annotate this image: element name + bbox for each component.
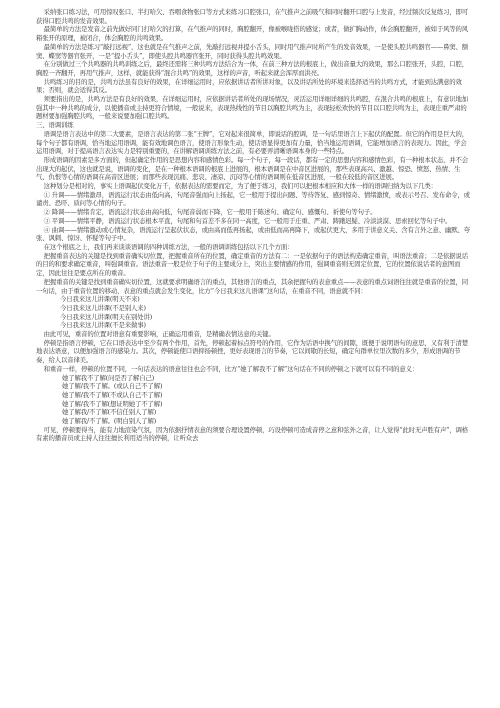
body-paragraph: 共鸣练习的目的是，共鸣方法虽有良好的效果，在详细运用时，应依据讲话者所讲对象，以及讲话所处的环境来选择适当的共鸣方式，才能到达满意的效果；否则，就会适得其反。 bbox=[36, 77, 462, 95]
body-paragraph: 形成语调的因素是多方面的，但起确定作用的是思想内容和感情色彩。每一个句子，每一段话，都有一定的思想内容和感情色彩，有一种根本状态，并不会出现大的起伏，这也就是说，语调的变化，是在一种根本语调的根底上进展的，根本语调是在中音区进展的，那些表现高兴、激越、惊恐、愤怒、热情、生气、仇恨等心情的语调在高音区进展；而那些表现沉痛、悲哀、凄凉、沉闷等心情的语调则在低音区进展，一般在较低的音区进展。 bbox=[36, 155, 469, 182]
example-line: 她了解/我不了解(想证明她了不了解) bbox=[62, 399, 163, 408]
body-paragraph: 把握重音的关键是找到重音确实切位置，这就要求明确语言的重点，其他语言的重点，其余把握句的表意重点——表意的重点词语往往就是重音的位置，同一句话，由于重音位置的移动，表意的重点就会发生变化，比方“今日我来这儿语课”这句话，在重音不同，语意就不同： bbox=[36, 277, 469, 295]
body-paragraph: 在分别做过三个共鸣器的共鸣训练之后，最终还需将三种共鸣方法结合为一体，在前三种方法的根底上，做出音量大的效果，那么口腔张开，头腔，口腔，胸腔一齐翻开，再用气推声，这样，就能获得“混合共鸣”的效果，这样的声音，听起来就会浑厚而洪亮。 bbox=[36, 60, 469, 77]
body-paragraph: 采纳张口练习法，可用惊叹张口、半打哈欠、吞咽食物张口等方式来练习口腔张口，在气推声之前吸气和同时翻开口腔与上发音，经过频次反复练习，即可获得口腔共鸣的发音效果。 bbox=[36, 8, 469, 25]
body-paragraph: 由此可见，重音的位置对语意有重要影响，正确运用重音，是精确表情达意的关键。 bbox=[43, 330, 275, 339]
body-paragraph: 最简单的方法是练习“敲打远视”，这也就是在气推声之前，先敲打远视并提小舌头，同时用气推声时所产生的发音效果，一是使头腔共鸣器官——鼻窦、额窦、蝶窦等器官张开，一是“提小舌头”，即使头腔共鸣器官张开，同时获得头腔共鸣效果。 bbox=[36, 42, 469, 60]
body-paragraph: 停顿是指语言停顿，它在口语表达中至少有两个作用，首先，停顿起着标点符号的作用，它作为话语中换气的间隙，既便于说明语句的意思，又有利于清楚地表达语意，以便加强语言的感染力。其次，停顿能使口语抑扬顿挫，更好表现语言的节奏，它以间歇的长短，确定句群单位里次数的多少，形成语调的节奏，给人以音律美。 bbox=[36, 338, 469, 365]
example-line: 她了解我/不了解。(明白别人了解) bbox=[62, 417, 157, 426]
body-paragraph: 把握重音表达的关键是找到重音确实切位置，把握重音所在的位置，确定重音的方法有二：一是依据句子的语法构造确定重音，叫语法重音；二是依据说话的目的和要求确定重音，叫强调重音。语法重音一般是位于句子的主要成分上，突出主要情感的作用，强调重音则无固定位置，它的位置依说话者的意图而定，因此往往是要点所在的重音。 bbox=[36, 251, 469, 278]
section-heading: 三、语调训练 bbox=[36, 121, 74, 130]
example-line: 今日我来这儿讲课(明天不来) bbox=[60, 295, 140, 304]
example-line: 今日我来这儿讲课(不是别人来) bbox=[60, 303, 146, 312]
body-paragraph: ③ 平调——情绪平静，语流运行状态根本平直，句尾和句首差不多在同一高度，它一般用于庄重、严肃、踌躇迟疑、冷淡淡漠、思索回忆等句子中。 bbox=[43, 216, 452, 225]
example-line: 她了解我/不了解(不信任别人了解) bbox=[62, 408, 157, 417]
body-paragraph: 须要指出的是，共鸣方法是有良好的效果，在详细运用时，应依据讲话者所处的现场情况，灵活运用详细详细的共鸣腔，在混合共鸣的根底上，有意识地加强其中一种共鸣的成分，以使播音或主持更符合情境，一般说来，表现热线性的节目以胸腔共鸣为主，表现轻松欢快的节目以口腔共鸣为主，表现庄重严肃的题材要加强胸腔共鸣，一般来说要加强口腔共鸣。 bbox=[36, 95, 469, 121]
example-line: 她了解/我不了解(不或认自己不了解) bbox=[62, 390, 163, 399]
body-paragraph: ④ 曲调——情绪激动或心情复杂，语流运行呈起伏状态，或由高而低再扬起，或由低而高再降下，或起伏更大，多用于讲意义关、含有言外之意、幽默、夸张、讽刺、惊讶、怀疑等句子中。 bbox=[36, 225, 470, 243]
example-line: 她了解我不了解(问是否了解自己) bbox=[62, 373, 155, 382]
example-line: 今日我来这儿讲课(不是来做事) bbox=[60, 321, 146, 330]
example-line: 今日我来这儿讲课(明天在别处讲) bbox=[60, 312, 153, 321]
body-paragraph: 可见，停顿要得当，能有力地渲染气氛，因为依据抒情表意的须要合理设置停顿，巧设停顿可造成音停之意和弦外之音，让人觉得“此时无声胜有声”，调格有素的播音员或主持人往往擅长利用适当的停顿，让听众去 bbox=[36, 425, 469, 443]
body-paragraph: 语调是语言表达中的第二大要素，是语言表达的第二张“王牌”，它对起来很简单，即说话的腔调，是一句话里语言上下起伏的配置。但它的作用是巨大的，每个句子都有语调，恰当地运用语调，能有效地调色语言，使语言形象生动，使话语显得更加有力量，恰当地运用语调，它能增加语言的表现力。因此，学会运用语调，对于提高语言表达实力是特别重要的，在讲解语调训练方法之前，有必要弄清晰语调本身的一些特点。 bbox=[36, 129, 469, 156]
body-paragraph: 这种划分是相对的，事实上语调起伏变化万千，依据表达的需要而定，为了便于练习，我们可以把根本相应和大体一样的语调归纳为以下几类： bbox=[43, 182, 437, 191]
body-paragraph: ② 降调——情绪肯定，语流运行状态由高向低，句尾音弱而下降，它一般用于陈述句、确定句、感慨句、祈使句等句子。 bbox=[43, 208, 377, 217]
example-line: 她了解/我不了解。(或认自己不了解) bbox=[62, 382, 163, 391]
body-paragraph: 和重音一样，停顿的位置不同，一句话表达的语意往往也会不同，比方“她了解我不了解”这句话在不同的停顿之下就可以有不同的意义： bbox=[43, 364, 419, 373]
body-paragraph: 最简单的方法是发音之前先做好同门打哈欠的打算，在气推声的同时，胸腔翻开，像被喉咙搭的感觉；或者，做扩胸动作，体会胸腔翻开，被如于风等的风箱张开的原理，被闭合，体会胸腔的共鸣效果。 bbox=[36, 25, 469, 43]
body-paragraph: ① 升调——情绪激昂，语流运行状态由低向高，句尾音强而向上扬起，它一般用于提出问题、等待答复、感到惊奇、情绪激愤，或表示号召、发布命令，或谴责、恐吓、质问等心情的句子。 bbox=[36, 190, 470, 208]
body-paragraph: 在这个根底之上，我们再来谈谈语调的四种训练方法，一般的语调训练包括以下几个方面： bbox=[43, 242, 294, 251]
